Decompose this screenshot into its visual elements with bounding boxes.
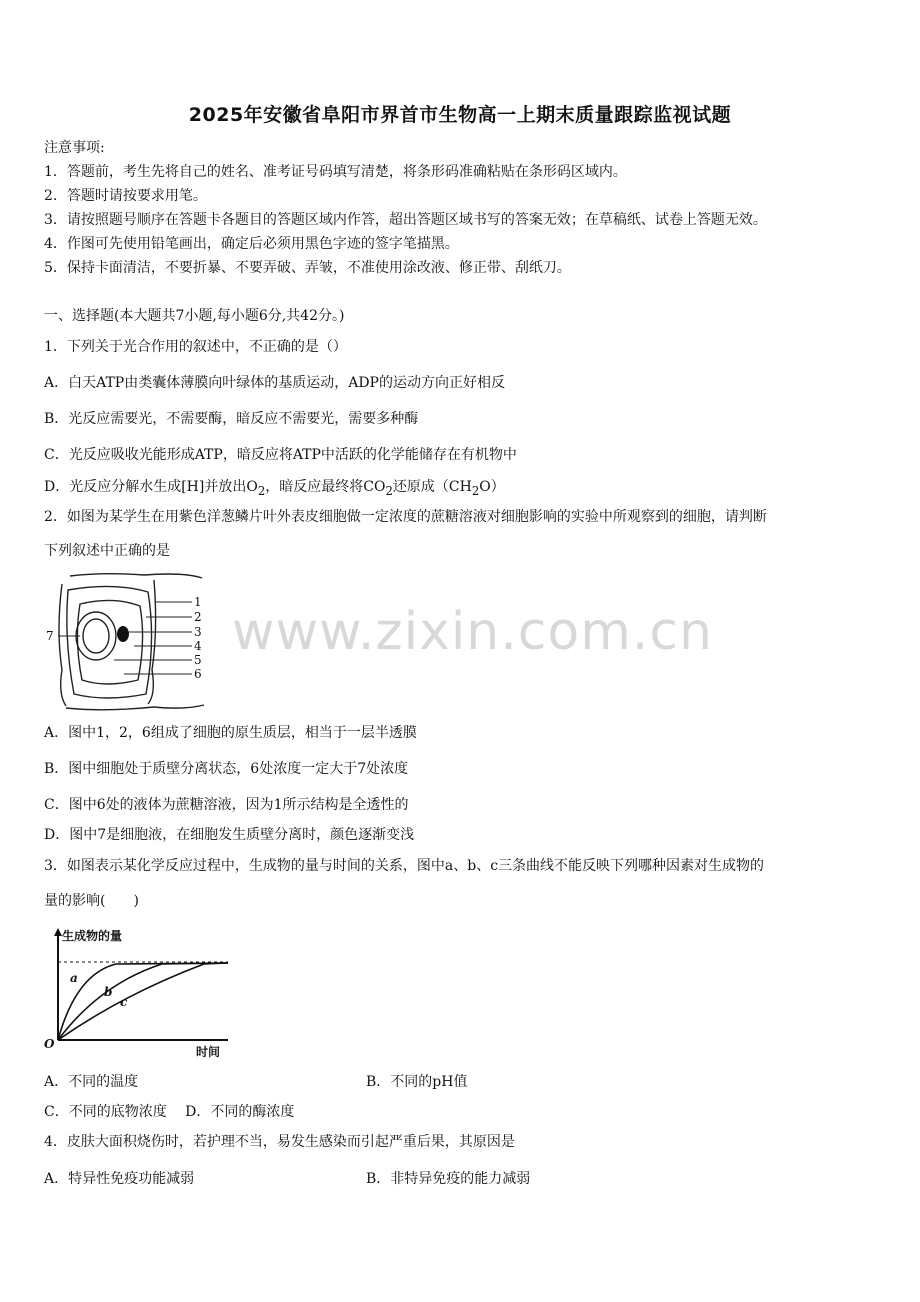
label-7: 7 bbox=[46, 629, 54, 643]
label-3: 3 bbox=[194, 625, 202, 639]
watermark: www.zixin.com.cn bbox=[232, 602, 713, 662]
q4-option-a: A．特异性免疫功能减弱 bbox=[44, 1171, 195, 1187]
q3-option-cd: C．不同的底物浓度 D．不同的酶浓度 bbox=[44, 1104, 295, 1120]
notice-item-3: 3．请按照题号顺序在答题卡各题目的答题区域内作答，超出答题区域书写的答案无效；在草稿纸、试卷上答题无效。 bbox=[44, 212, 767, 228]
curve-a bbox=[58, 963, 228, 1040]
q2-option-b: B．图中细胞处于质壁分离状态，6处浓度一定大于7处浓度 bbox=[44, 761, 409, 777]
label-6: 6 bbox=[194, 667, 202, 681]
q3-option-a: A．不同的温度 bbox=[44, 1074, 139, 1090]
q3-stem-line1: 3．如图表示某化学反应过程中，生成物的量与时间的关系，图中a、b、c三条曲线不能反映下列哪种因素对生成物的 bbox=[44, 858, 765, 874]
q1-stem: 1．下列关于光合作用的叙述中，不正确的是（） bbox=[44, 339, 347, 355]
q2-option-d: D．图中7是细胞液，在细胞发生质壁分离时，颜色逐渐变浅 bbox=[44, 827, 415, 843]
q2-option-c: C．图中6处的液体为蔗糖溶液，因为1所示结构是全透性的 bbox=[44, 797, 409, 813]
notice-heading: 注意事项: bbox=[44, 140, 105, 156]
notice-item-1: 1．答题前，考生先将自己的姓名、准考证号码填写清楚，将条形码准确粘贴在条形码区域内。 bbox=[44, 164, 627, 180]
curve-a-label: a bbox=[70, 971, 78, 985]
section-heading: 一、选择题(本大题共7小题,每小题6分,共42分。) bbox=[44, 308, 345, 324]
q2-stem-line2: 下列叙述中正确的是 bbox=[44, 543, 170, 559]
q2-stem-line1: 2．如图为某学生在用紫色洋葱鳞片叶外表皮细胞做一定浓度的蔗糖溶液对细胞影响的实验中所观察到的细胞，请判断 bbox=[44, 509, 767, 525]
curve-c-label: c bbox=[120, 995, 128, 1009]
y-axis-label: 生成物的量 bbox=[62, 929, 123, 943]
notice-item-2: 2．答题时请按要求用笔。 bbox=[44, 188, 207, 204]
notice-item-4: 4．作图可先使用铅笔画出，确定后必须用黑色字迹的签字笔描黑。 bbox=[44, 236, 459, 252]
curve-b-label: b bbox=[104, 985, 113, 999]
q2-option-a: A．图中1，2，6组成了细胞的原生质层，相当于一层半透膜 bbox=[44, 725, 417, 741]
q1-option-a: A．白天ATP由类囊体薄膜向叶绿体的基质运动，ADP的运动方向正好相反 bbox=[44, 375, 505, 391]
page-title: 2025年安徽省阜阳市界首市生物高一上期末质量跟踪监视试题 bbox=[188, 104, 732, 126]
curve-c bbox=[58, 963, 228, 1040]
label-2: 2 bbox=[194, 610, 202, 624]
q1-option-d: D．光反应分解水生成[H]并放出$O_2$，暗反应最终将$CO_2$还原成$(CH_2O)$ bbox=[44, 479, 505, 498]
curve-b bbox=[58, 963, 228, 1040]
cell-diagram bbox=[44, 570, 216, 712]
q4-stem: 4．皮肤大面积烧伤时，若护理不当，易发生感染而引起严重后果，其原因是 bbox=[44, 1134, 515, 1150]
notice-item-5: 5．保持卡面清洁，不要折暴、不要弄破、弄皱，不准使用涂改液、修正带、刮纸刀。 bbox=[44, 260, 571, 276]
reaction-chart bbox=[44, 924, 236, 1060]
q1-option-c: C．光反应吸收光能形成ATP，暗反应将ATP中活跃的化学能储存在有机物中 bbox=[44, 447, 517, 463]
label-5: 5 bbox=[194, 653, 202, 667]
label-4: 4 bbox=[194, 639, 202, 653]
origin-label: O bbox=[44, 1037, 55, 1051]
q3-stem-line2: 量的影响( ) bbox=[44, 893, 139, 909]
x-axis-label: 时间 bbox=[196, 1045, 221, 1059]
label-1: 1 bbox=[194, 595, 202, 609]
q3-option-b: B．不同的pH值 bbox=[366, 1074, 468, 1090]
q1-option-b: B．光反应需要光，不需要酶，暗反应不需要光，需要多种酶 bbox=[44, 411, 419, 427]
q4-option-b: B．非特异免疫的能力减弱 bbox=[366, 1171, 531, 1187]
